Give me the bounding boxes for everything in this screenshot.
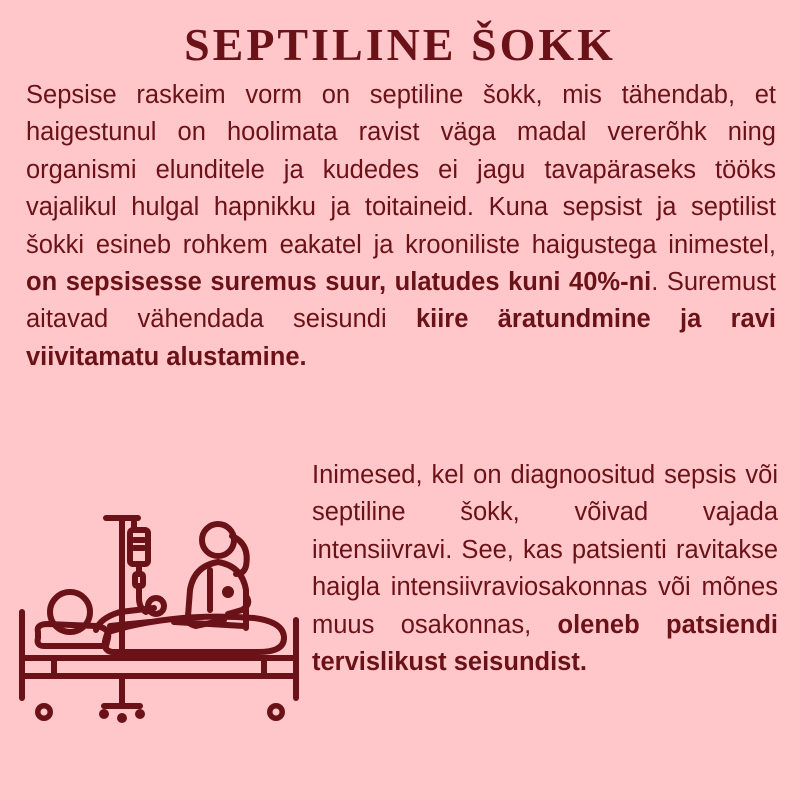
intro-paragraph [26, 77, 776, 376]
intro-bold-treatment: kiire äratundmine ja ravi viivitamatu alustamine. [26, 305, 776, 371]
second-text-1: Inimesed, kel on diagnoositud sepsis või septiline šokk, võivad vajada intensiivravi. See, kas patsienti ravitakse haigla intensiivraviosakonnas või mõnes muus osakonnas, [312, 461, 778, 639]
nurse-patient-hospital-bed-icon [14, 500, 306, 736]
intro-text-1: Sepsise raskeim vorm on septiline šokk, mis tähendab, et haigestunul on hoolimata ravist väga madal vererõhk ning organismi elunditele ja kudedes ei jagu tavapäraseks tööks vajalikul hulgal hapnikku ja toitaineid. Kuna sepsist ja septilist šokki esineb rohkem eakatel ja krooniliste haigustega inimestel, [26, 81, 776, 259]
second-bold-condition: oleneb patsiendi tervislikust seisundist. [312, 610, 778, 677]
intro-text-2: . Suremust aitavad vähendada seisundi [26, 268, 776, 334]
intensive-care-paragraph [312, 457, 778, 681]
intro-bold-mortality: on sepsisesse suremus suur, ulatudes kuni 40%-ni [26, 268, 652, 297]
page-title: SEPTILINE ŠOKK [184, 19, 616, 70]
